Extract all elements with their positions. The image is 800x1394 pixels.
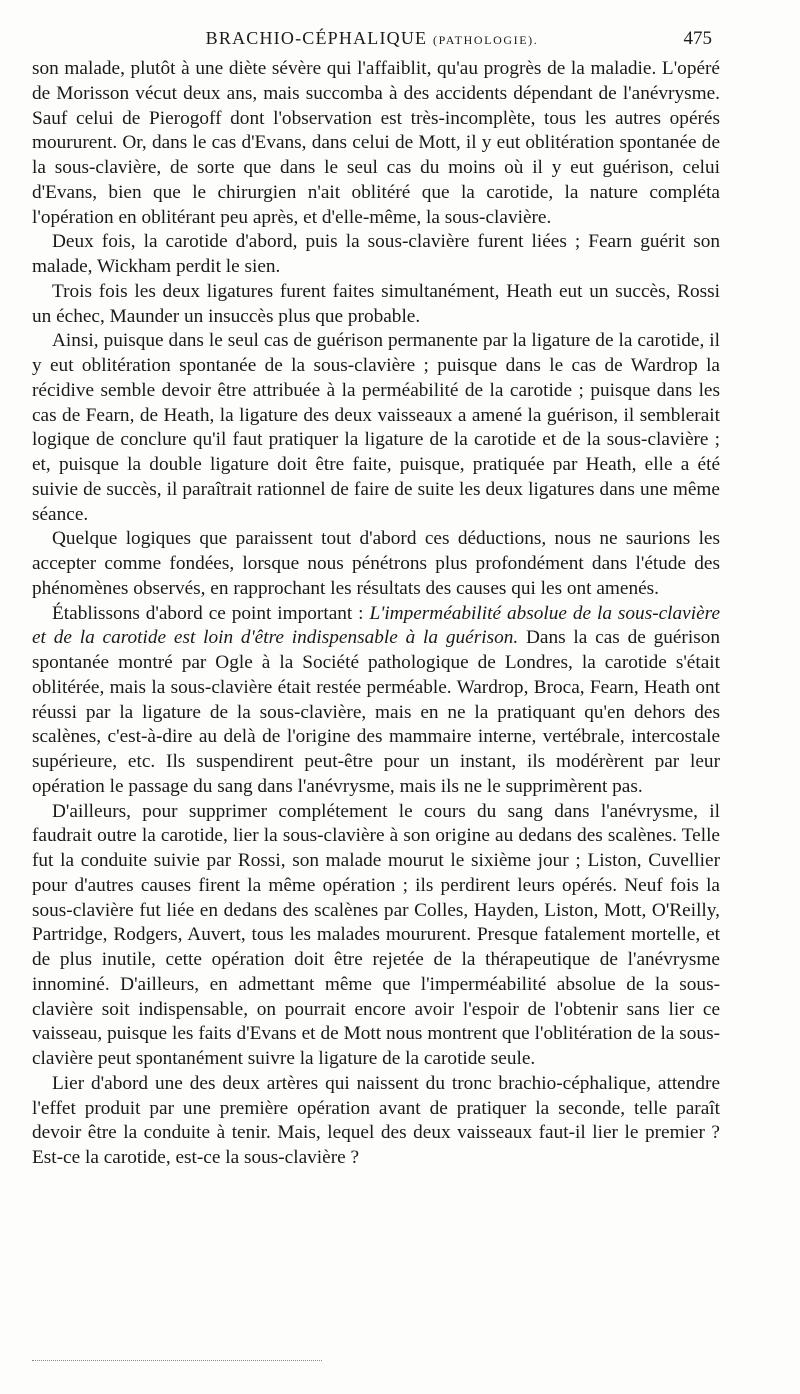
page-number: 475 xyxy=(683,28,712,49)
paragraph-6 xyxy=(32,602,720,800)
running-head xyxy=(32,28,712,58)
paragraph-1: son malade, plutôt à une diète sévère qui l'affaiblit, qu'au progrès de la maladie. L'opéré de Morisson vécut deux ans, mais succomba à des accidents dépendant de l'anévrysme. Sauf celui de Pierogoff dont l'observation est très-incomplète, tous les autres opérés moururent. Or, dans le cas d'Evans, dans celui de Mott, il y eut oblitération spontanée de la sous-clavière, de sorte que dans le seul cas du moins où il y eut guérison, celui d'Evans, bien que le chirurgien n'ait oblitéré que la carotide, la nature compléta l'opération en oblitérant peu après, et d'elle-même, la sous-clavière. xyxy=(32,58,720,228)
paragraph-8: Lier d'abord une des deux artères qui naissent du tronc brachio-céphalique, attendre l'effet produit par une première opération avant de pratiquer la seconde, telle paraît devoir être la conduite à tenir. Mais, lequel des deux vaisseaux faut-il lier le premier ? Est-ce la carotide, est-ce la sous-clavière ? xyxy=(32,1072,720,1168)
body-text xyxy=(32,57,720,1171)
running-title xyxy=(32,28,712,49)
paragraph-2: Deux fois, la carotide d'abord, puis la sous-clavière furent liées ; Fearn guérit son malade, Wickham perdit le sien. xyxy=(32,231,720,277)
running-title-main: BRACHIO-CÉPHALIQUE xyxy=(205,28,428,48)
paragraph-5: Quelque logiques que paraissent tout d'abord ces déductions, nous ne saurions les accepter comme fondées, lorsque nous pénétrons plus profondément dans l'étude des phénomènes observés, en rapprochant les résultats des causes qui les ont amenés. xyxy=(32,528,720,599)
running-title-subtitle: (PATHOLOGIE). xyxy=(432,33,539,47)
paragraph-3: Trois fois les deux ligatures furent faites simultanément, Heath eut un succès, Rossi un échec, Maunder un insuccès plus que probable. xyxy=(32,280,720,327)
paragraph-6-emphasis: L'imperméabilité absolue de la sous-clavière et de la carotide est loin d'être indispensable à la guérison. xyxy=(32,602,720,649)
paragraph-4: Ainsi, puisque dans le seul cas de guérison permanente par la ligature de la carotide, il y eut oblitération spontanée de la sous-clavière ; puisque dans le cas de Wardrop la récidive semble devoir être attribuée à la perméabilité de la carotide ; puisque dans les cas de Fearn, de Heath, la ligature des deux vaisseaux a amené la guérison, il semblerait logique de conclure qu'il faut pratiquer la ligature de la carotide et de la sous-clavière ; et, puisque la double ligature doit être faite, puisque, pratiquée par Heath, elle a été suivie de succès, il paraîtrait rationnel de faire de suite les deux ligatures dans une même séance. xyxy=(32,330,720,525)
paragraph-7: D'ailleurs, pour supprimer complétement le cours du sang dans l'anévrysme, il faudrait outre la carotide, lier la sous-clavière à son origine au dedans des scalènes. Telle fut la conduite suivie par Rossi, son malade mourut le sixième jour ; Liston, Cuvellier pour d'autres causes firent la même opération ; ils perdirent leurs opérés. Neuf fois la sous-clavière fut liée en dedans des scalènes par Colles, Hayden, Liston, Mott, O'Reilly, Partridge, Rodgers, Auvert, tous les malades moururent. Presque fatalement mortelle, et de plus inutile, cette opération doit être rejetée de la thérapeutique de l'anévrysme innominé. D'ailleurs, en admettant même que l'imperméabilité absolue de la sous-clavière soit indispensable, on pourrait encore avoir l'espoir de l'obtenir sans lier ce vaisseau, puisque les faits d'Evans et de Mott nous montrent que l'oblitération de la sous-clavière peut spontanément suivre la ligature de la carotide seule. xyxy=(32,800,720,1069)
footer-dotted-rule xyxy=(32,1360,322,1361)
paragraph-6-lead: Établissons d'abord ce point important : xyxy=(52,602,370,624)
paragraph-6-rest: Dans la cas de guérison spontanée montré par Ogle à la Société pathologique de Londres, la carotide s'était oblitérée, mais la sous-clavière était restée perméable. Wardrop, Broca, Fearn, Heath ont réussi par la ligature de la sous-clavière, mais en ne la pratiquant qu'en dehors des scalènes, c'est-à-dire au delà de l'origine des mammaire interne, vertébrale, intercostale supérieure, etc. Ils suspendirent peut-être pour un instant, ils modérèrent par leur opération le passage du sang dans l'anévrysme, mais ils ne le supprimèrent pas. xyxy=(32,627,720,797)
